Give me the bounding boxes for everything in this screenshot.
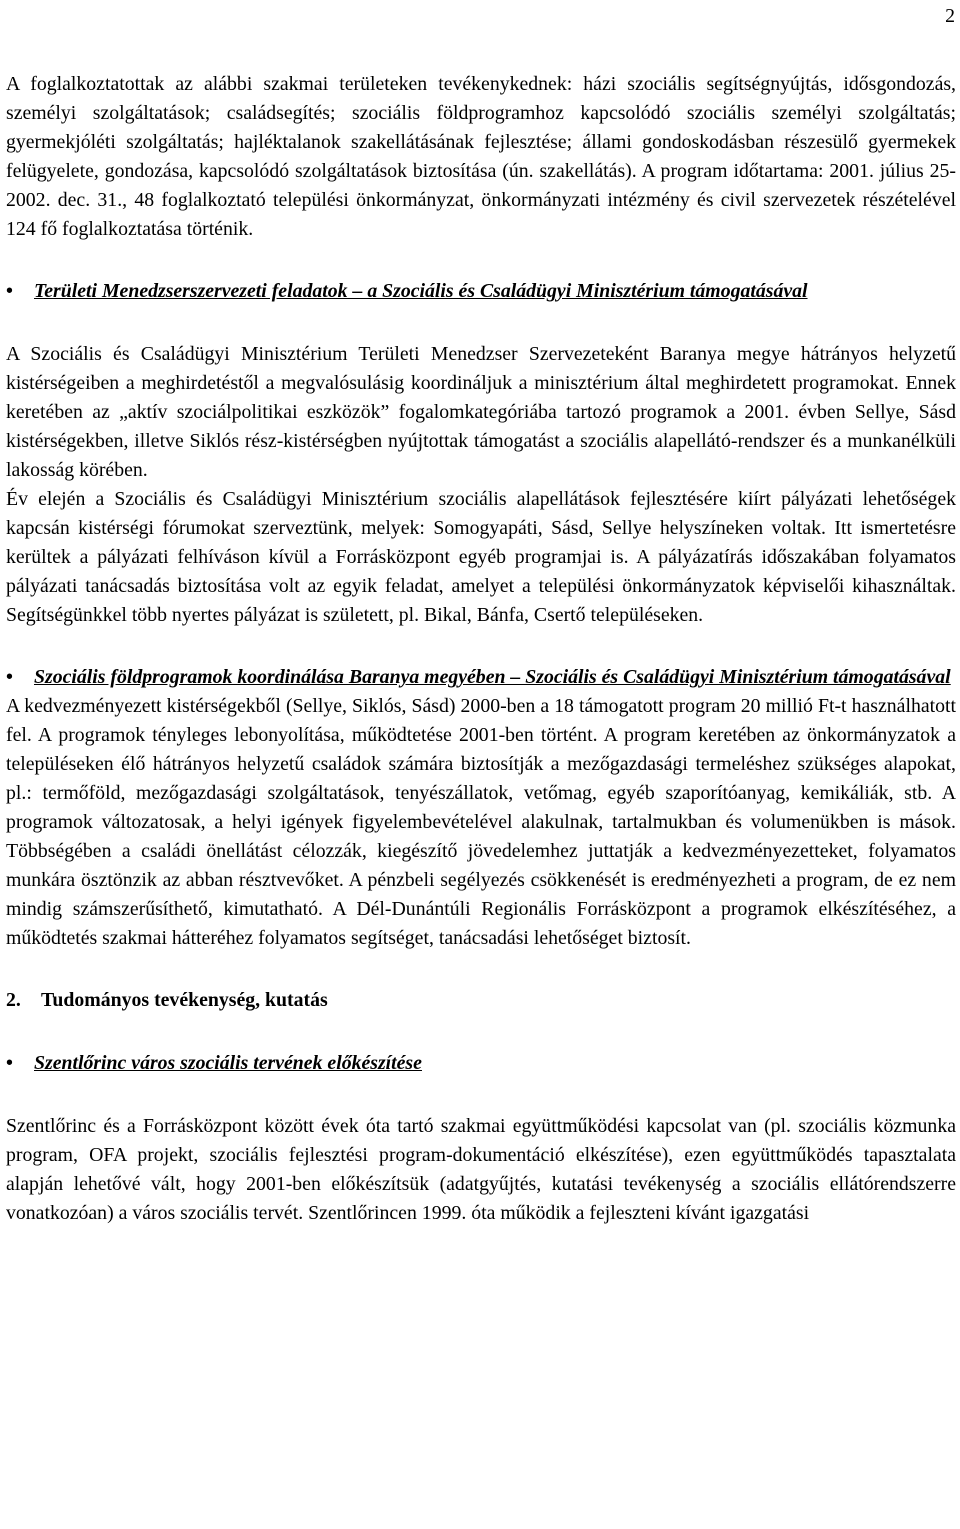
- land-programs-paragraph: A kedvezményezett kistérségekből (Sellye, Siklós, Sásd) 2000-ben a 18 támogatott program 20 millió Ft-t használhatott fel. A programok tényleges lebonyolítása, működtetése 2001-ben történt. A program keretében az önkormányzatok a településeken élő hátrányos helyzetű családok számára biztosítják a mezőgazdasági termeléshez szükséges alapokat, pl.: termőföld, mezőgazdasági szolgáltatások, tenyészállatok, vetőmag, egyéb szaporítóanyag, kemikáliák, stb. A programok változatosak, a helyi igények figyelembevételével alakulnak, tartalmukban és volumenükben is mások. Többségében a családi önellátást célozzák, kiegészítő jövedelemhez juttatják a kedvezményezetteket, folyamatos munkára ösztönzik az abban résztvevőket. A pénzbeli segélyezés csökkenését is eredményezheti a program, de ez nem mindig számszerűsíthető, kimutatható. A Dél-Dunántúli Regionális Forrásközpont a programok elkészítéséhez, a működtetés szakmai hátteréhez folyamatos segítséget, tanácsadási lehetőséget biztosít.: [6, 695, 956, 949]
- heading-territorial-management-text: Területi Menedzserszervezeti feladatok – a Szociális és Családügyi Minisztérium támogatásával: [34, 280, 808, 303]
- bullet-icon: •: [6, 666, 13, 689]
- social-plan-paragraph: Szentlőrinc és a Forrásközpont között évek óta tartó szakmai együttműködési kapcsolat van (pl. szociális közmunka program, OFA projekt, szociális fejlesztési program-dokumentáció elkészítése), ezen együttműködés tapasztalata alapján lehetővé vált, hogy 2001-ben előkészítsük (adatgyűjtés, kutatási tevékenység a szociális ellátórendszerre vonatkozóan) a város szociális tervét. Szentlőrincen 1999. óta működik a fejleszteni kívánt igazgatási: [6, 1115, 956, 1224]
- intro-paragraph: [6, 70, 956, 243]
- bullet-icon: •: [6, 280, 13, 303]
- intro-text: A foglalkoztatottak az alábbi szakmai területeken tevékenykednek: házi szociális segítségnyújtás, idősgondozás, személyi szolgáltatások; családsegítés; szociális földprogramhoz kapcsolódó szociális személyi szolgáltatás; gyermekjóléti szolgáltatás; hajléktalanok szakellátásának fejlesztése; állami gondoskodásban részesülő gyermekek felügyelete, gondozása, kapcsolódó szolgáltatások biztosítása (ún. szakellátás).: [6, 73, 956, 182]
- section-number: 2.: [6, 989, 21, 1012]
- heading-land-programs-text: Szociális földprogramok koordinálása Baranya megyében – Szociális és Családügyi Minisztérium támogatásával: [34, 666, 951, 689]
- section-heading: [6, 986, 956, 1015]
- program-duration-paragraph: A program időtartama: 2001. július 25- 2002. dec. 31., 48 foglalkoztató települési önkormányzat, önkormányzati intézmény és civil szervezetek részételével 124 fő foglalkoztatása történik.: [6, 159, 956, 240]
- page-number: 2: [945, 5, 955, 27]
- heading-land-programs: [6, 663, 956, 692]
- ministry-coordination-paragraph: A Szociális és Családügyi Minisztérium Területi Menedzser Szervezeteként Baranya megye hátrányos helyzetű kistérségeiben a meghirdetéstől a megvalósulásig koordináljuk a minisztérium által meghirdetett programokat. Ennek keretében az „aktív szociálpolitikai eszközök” fogalomkategóriába tartozó programok a 2001. évben Sellye, Sásd kistérségekben, illetve Siklós rész-kistérségben nyújtottak támogatást a szociális alapellátó-rendszer és a munkanélküli lakosság körében.: [6, 343, 956, 481]
- heading-social-plan: [6, 1049, 956, 1078]
- heading-territorial-management: [6, 277, 956, 306]
- forum-paragraph: Év elején a Szociális és Családügyi Minisztérium szociális alapellátások fejlesztésére kiírt pályázati lehetőségek kapcsán kistérségi fórumokat szerveztünk, melyek: Somogyapáti, Sásd, Sellye helyszíneken voltak. Itt ismertetésre kerültek a pályázati felhíváson kívül a Forrásközpont egyéb programjai is. A pályázatírás időszakában folyamatos pályázati tanácsadás biztosítása volt az egyik feladat, amelyet a települési önkormányzatok képviselői kihasználtak. Segítségünkkel több nyertes pályázat is született, pl. Bikal, Bánfa, Csertő településeken.: [6, 487, 956, 626]
- bullet-icon: •: [6, 1052, 13, 1075]
- section-title: Tudományos tevékenység, kutatás: [41, 989, 328, 1012]
- page-body: [6, 70, 956, 1228]
- heading-social-plan-text: Szentlőrinc város szociális tervének előkészítése: [34, 1052, 422, 1075]
